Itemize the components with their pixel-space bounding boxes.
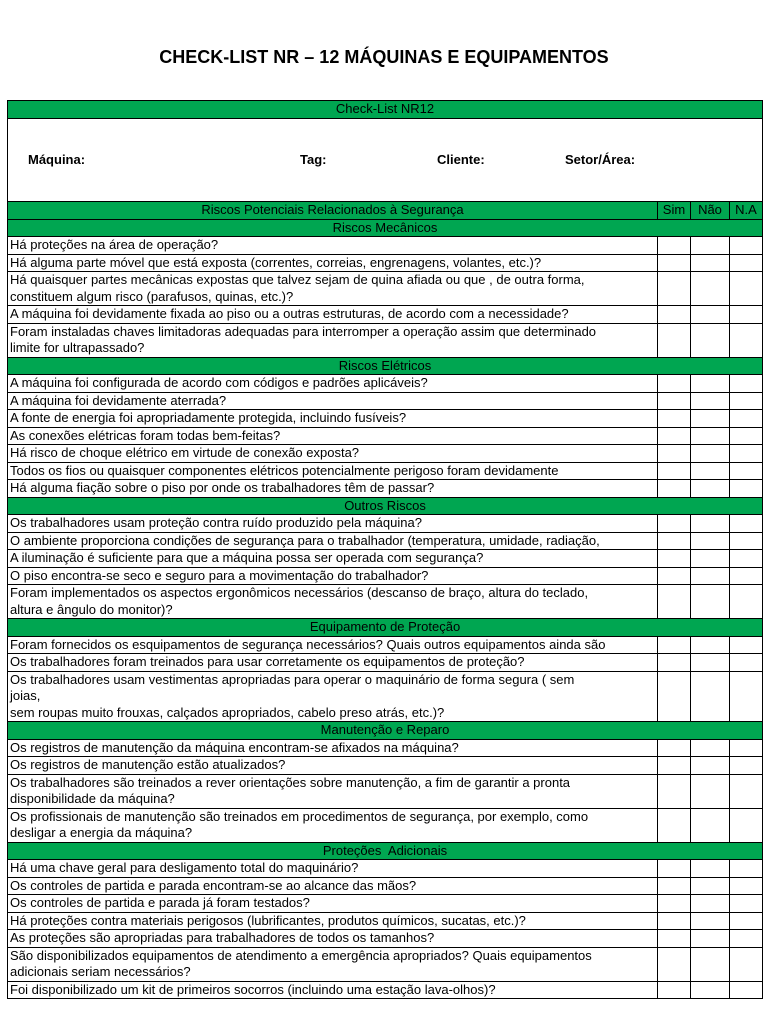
question-text: Os controles de partida e parada encontram-se ao alcance das mãos? — [8, 877, 658, 895]
answer-sim-cell[interactable] — [658, 774, 691, 808]
answer-na-cell[interactable] — [730, 567, 763, 585]
checklist-row — [8, 671, 763, 722]
answer-sim-cell[interactable] — [658, 567, 691, 585]
checklist-row — [8, 636, 763, 654]
answer-na-cell[interactable] — [730, 272, 763, 306]
answer-sim-cell[interactable] — [658, 654, 691, 672]
answer-na-cell[interactable] — [730, 654, 763, 672]
table-caption: Check-List NR12 — [8, 101, 763, 119]
checklist-row — [8, 375, 763, 393]
answer-na-cell[interactable] — [730, 860, 763, 878]
answer-sim-cell[interactable] — [658, 860, 691, 878]
column-header-na: N.A — [730, 202, 763, 220]
answer-na-cell[interactable] — [730, 254, 763, 272]
checklist-row — [8, 585, 763, 619]
answer-sim-cell[interactable] — [658, 947, 691, 981]
answer-na-cell[interactable] — [730, 808, 763, 842]
checklist-row — [8, 654, 763, 672]
answer-na-cell[interactable] — [730, 947, 763, 981]
answer-sim-cell[interactable] — [658, 739, 691, 757]
answer-nao-cell[interactable] — [691, 272, 730, 306]
checklist-row — [8, 272, 763, 306]
checklist-row — [8, 877, 763, 895]
checklist-row — [8, 947, 763, 981]
section-title-outros-riscos: Outros Riscos — [8, 497, 763, 515]
section-title-manutencao-e-reparo: Manutenção e Reparo — [8, 722, 763, 740]
question-text: Há alguma parte móvel que está exposta (correntes, correias, engrenagens, volantes, etc.)? — [8, 254, 658, 272]
question-text: A máquina foi devidamente aterrada? — [8, 392, 658, 410]
checklist-row — [8, 739, 763, 757]
answer-na-cell[interactable] — [730, 323, 763, 357]
answer-sim-cell[interactable] — [658, 532, 691, 550]
answer-na-cell[interactable] — [730, 480, 763, 498]
column-header-risks: Riscos Potenciais Relacionados à Segurança — [8, 202, 658, 220]
section-header-row — [8, 497, 763, 515]
answer-na-cell[interactable] — [730, 739, 763, 757]
answer-sim-cell[interactable] — [658, 757, 691, 775]
answer-nao-cell[interactable] — [691, 877, 730, 895]
answer-nao-cell[interactable] — [691, 739, 730, 757]
answer-sim-cell[interactable] — [658, 480, 691, 498]
answer-nao-cell[interactable] — [691, 550, 730, 568]
answer-sim-cell[interactable] — [658, 445, 691, 463]
answer-nao-cell[interactable] — [691, 375, 730, 393]
machine-label: Máquina: — [28, 151, 86, 167]
question-text: Foram instaladas chaves limitadoras adequadas para interromper a operação assim que determinado limite for ultrapassado? — [8, 323, 658, 357]
question-text: Foram fornecidos os esquipamentos de segurança necessários? Quais outros equipamentos ainda são — [8, 636, 658, 654]
checklist-row — [8, 427, 763, 445]
answer-sim-cell[interactable] — [658, 515, 691, 533]
question-text: Foi disponibilizado um kit de primeiros socorros (incluindo uma estação lava-olhos)? — [8, 981, 658, 999]
answer-sim-cell[interactable] — [658, 930, 691, 948]
section-header-row — [8, 219, 763, 237]
answer-nao-cell[interactable] — [691, 532, 730, 550]
checklist-row — [8, 567, 763, 585]
question-text: O piso encontra-se seco e seguro para a movimentação do trabalhador? — [8, 567, 658, 585]
question-text: O ambiente proporciona condições de segurança para o trabalhador (temperatura, umidade, radiação, — [8, 532, 658, 550]
answer-sim-cell[interactable] — [658, 237, 691, 255]
answer-na-cell[interactable] — [730, 306, 763, 324]
checklist-row — [8, 462, 763, 480]
answer-nao-cell[interactable] — [691, 323, 730, 357]
checklist-row — [8, 445, 763, 463]
answer-sim-cell[interactable] — [658, 427, 691, 445]
header-fields-row — [8, 118, 763, 202]
section-header-row — [8, 722, 763, 740]
answer-na-cell[interactable] — [730, 462, 763, 480]
client-label: Cliente: — [437, 151, 485, 167]
answer-sim-cell[interactable] — [658, 808, 691, 842]
question-text: A fonte de energia foi apropriadamente protegida, incluindo fusíveis? — [8, 410, 658, 428]
checklist-row — [8, 532, 763, 550]
answer-nao-cell[interactable] — [691, 671, 730, 722]
answer-nao-cell[interactable] — [691, 445, 730, 463]
answer-nao-cell[interactable] — [691, 654, 730, 672]
question-text: Os trabalhadores foram treinados para usar corretamente os equipamentos de proteção? — [8, 654, 658, 672]
checklist-row — [8, 860, 763, 878]
answer-sim-cell[interactable] — [658, 895, 691, 913]
checklist-row — [8, 306, 763, 324]
question-text: Há uma chave geral para desligamento total do maquinário? — [8, 860, 658, 878]
question-text: Os trabalhadores usam proteção contra ruído produzido pela máquina? — [8, 515, 658, 533]
question-text: Há risco de choque elétrico em virtude de conexão exposta? — [8, 445, 658, 463]
answer-na-cell[interactable] — [730, 636, 763, 654]
answer-na-cell[interactable] — [730, 671, 763, 722]
question-text: Há alguma fiação sobre o piso por onde os trabalhadores têm de passar? — [8, 480, 658, 498]
checklist-row — [8, 550, 763, 568]
question-text: As proteções são apropriadas para trabalhadores de todos os tamanhos? — [8, 930, 658, 948]
answer-na-cell[interactable] — [730, 410, 763, 428]
header-fields-cell — [8, 118, 763, 202]
answer-sim-cell[interactable] — [658, 671, 691, 722]
answer-nao-cell[interactable] — [691, 774, 730, 808]
checklist-table — [7, 100, 763, 999]
question-text: Os trabalhadores usam vestimentas apropriadas para operar o maquinário de forma segura ( sem joias, sem roupas muito frouxas, calçados apropriados, cabelo preso atrás, etc.)? — [8, 671, 658, 722]
answer-sim-cell[interactable] — [658, 375, 691, 393]
answer-nao-cell[interactable] — [691, 515, 730, 533]
checklist-row — [8, 912, 763, 930]
page-title: CHECK-LIST NR – 12 MÁQUINAS E EQUIPAMENTOS — [159, 47, 609, 67]
answer-sim-cell[interactable] — [658, 585, 691, 619]
answer-nao-cell[interactable] — [691, 981, 730, 999]
answer-nao-cell[interactable] — [691, 757, 730, 775]
checklist-row — [8, 410, 763, 428]
answer-na-cell[interactable] — [730, 427, 763, 445]
checklist-row — [8, 774, 763, 808]
answer-na-cell[interactable] — [730, 515, 763, 533]
answer-nao-cell[interactable] — [691, 427, 730, 445]
answer-na-cell[interactable] — [730, 585, 763, 619]
question-text: Os controles de partida e parada já foram testados? — [8, 895, 658, 913]
answer-na-cell[interactable] — [730, 392, 763, 410]
question-text: A máquina foi configurada de acordo com códigos e padrões aplicáveis? — [8, 375, 658, 393]
checklist-row — [8, 480, 763, 498]
section-title-equipamento-de-protecao: Equipamento de Proteção — [8, 619, 763, 637]
answer-nao-cell[interactable] — [691, 912, 730, 930]
section-title-protecoes-adicionais: Proteções Adicionais — [8, 842, 763, 860]
column-header-nao: Não — [691, 202, 730, 220]
section-header-row — [8, 842, 763, 860]
question-text: São disponibilizados equipamentos de atendimento a emergência apropriados? Quais equipamentos adicionais seriam necessários? — [8, 947, 658, 981]
answer-nao-cell[interactable] — [691, 947, 730, 981]
answer-sim-cell[interactable] — [658, 254, 691, 272]
answer-sim-cell[interactable] — [658, 392, 691, 410]
column-header-sim: Sim — [658, 202, 691, 220]
answer-nao-cell[interactable] — [691, 237, 730, 255]
answer-na-cell[interactable] — [730, 757, 763, 775]
question-text: Todos os fios ou quaisquer componentes elétricos potencialmente perigoso foram devidamente — [8, 462, 658, 480]
answer-na-cell[interactable] — [730, 532, 763, 550]
caption-row — [8, 101, 763, 119]
answer-sim-cell[interactable] — [658, 306, 691, 324]
answer-na-cell[interactable] — [730, 981, 763, 999]
question-text: Os registros de manutenção estão atualizados? — [8, 757, 658, 775]
answer-nao-cell[interactable] — [691, 636, 730, 654]
answer-na-cell[interactable] — [730, 877, 763, 895]
checklist-row — [8, 895, 763, 913]
answer-na-cell[interactable] — [730, 774, 763, 808]
checklist-row — [8, 930, 763, 948]
answer-nao-cell[interactable] — [691, 392, 730, 410]
checklist-row — [8, 981, 763, 999]
checklist-row — [8, 323, 763, 357]
answer-sim-cell[interactable] — [658, 323, 691, 357]
answer-nao-cell[interactable] — [691, 585, 730, 619]
answer-na-cell[interactable] — [730, 930, 763, 948]
checklist-row — [8, 808, 763, 842]
checklist-row — [8, 757, 763, 775]
answer-na-cell[interactable] — [730, 445, 763, 463]
checklist-row — [8, 515, 763, 533]
answer-sim-cell[interactable] — [658, 636, 691, 654]
section-header-row — [8, 357, 763, 375]
answer-nao-cell[interactable] — [691, 462, 730, 480]
answer-na-cell[interactable] — [730, 550, 763, 568]
column-header-row — [8, 202, 763, 220]
section-title-riscos-mecanicos: Riscos Mecânicos — [8, 219, 763, 237]
checklist-row — [8, 254, 763, 272]
answer-nao-cell[interactable] — [691, 808, 730, 842]
question-text: A iluminação é suficiente para que a máquina possa ser operada com segurança? — [8, 550, 658, 568]
answer-sim-cell[interactable] — [658, 550, 691, 568]
answer-sim-cell[interactable] — [658, 410, 691, 428]
question-text: Há proteções contra materiais perigosos (lubrificantes, produtos químicos, sucatas, etc.)? — [8, 912, 658, 930]
section-header-row — [8, 619, 763, 637]
question-text: Os registros de manutenção da máquina encontram-se afixados na máquina? — [8, 739, 658, 757]
question-text: Há proteções na área de operação? — [8, 237, 658, 255]
answer-sim-cell[interactable] — [658, 981, 691, 999]
answer-sim-cell[interactable] — [658, 462, 691, 480]
question-text: Há quaisquer partes mecânicas expostas que talvez sejam de quina afiada ou que , de outra forma, constituem algum risco (parafusos, quinas, etc.)? — [8, 272, 658, 306]
answer-nao-cell[interactable] — [691, 930, 730, 948]
answer-nao-cell[interactable] — [691, 410, 730, 428]
answer-nao-cell[interactable] — [691, 254, 730, 272]
answer-nao-cell[interactable] — [691, 895, 730, 913]
answer-na-cell[interactable] — [730, 237, 763, 255]
answer-nao-cell[interactable] — [691, 480, 730, 498]
checklist-row — [8, 237, 763, 255]
question-text: Os trabalhadores são treinados a rever orientações sobre manutenção, a fim de garantir a pronta disponibilidade da máquina? — [8, 774, 658, 808]
question-text: Foram implementados os aspectos ergonômicos necessários (descanso de braço, altura do teclado, altura e ângulo do monitor)? — [8, 585, 658, 619]
sector-area-label: Setor/Área: — [565, 151, 636, 167]
answer-nao-cell[interactable] — [691, 306, 730, 324]
answer-na-cell[interactable] — [730, 912, 763, 930]
answer-sim-cell[interactable] — [658, 272, 691, 306]
answer-sim-cell[interactable] — [658, 877, 691, 895]
question-text: As conexões elétricas foram todas bem-feitas? — [8, 427, 658, 445]
tag-label: Tag: — [300, 151, 327, 167]
answer-sim-cell[interactable] — [658, 912, 691, 930]
checklist-row — [8, 392, 763, 410]
answer-na-cell[interactable] — [730, 375, 763, 393]
answer-na-cell[interactable] — [730, 895, 763, 913]
answer-nao-cell[interactable] — [691, 567, 730, 585]
question-text: Os profissionais de manutenção são treinados em procedimentos de segurança, por exemplo, como desligar a energia da máquina? — [8, 808, 658, 842]
answer-nao-cell[interactable] — [691, 860, 730, 878]
question-text: A máquina foi devidamente fixada ao piso ou a outras estruturas, de acordo com a necessidade? — [8, 306, 658, 324]
section-title-riscos-eletricos: Riscos Elétricos — [8, 357, 763, 375]
